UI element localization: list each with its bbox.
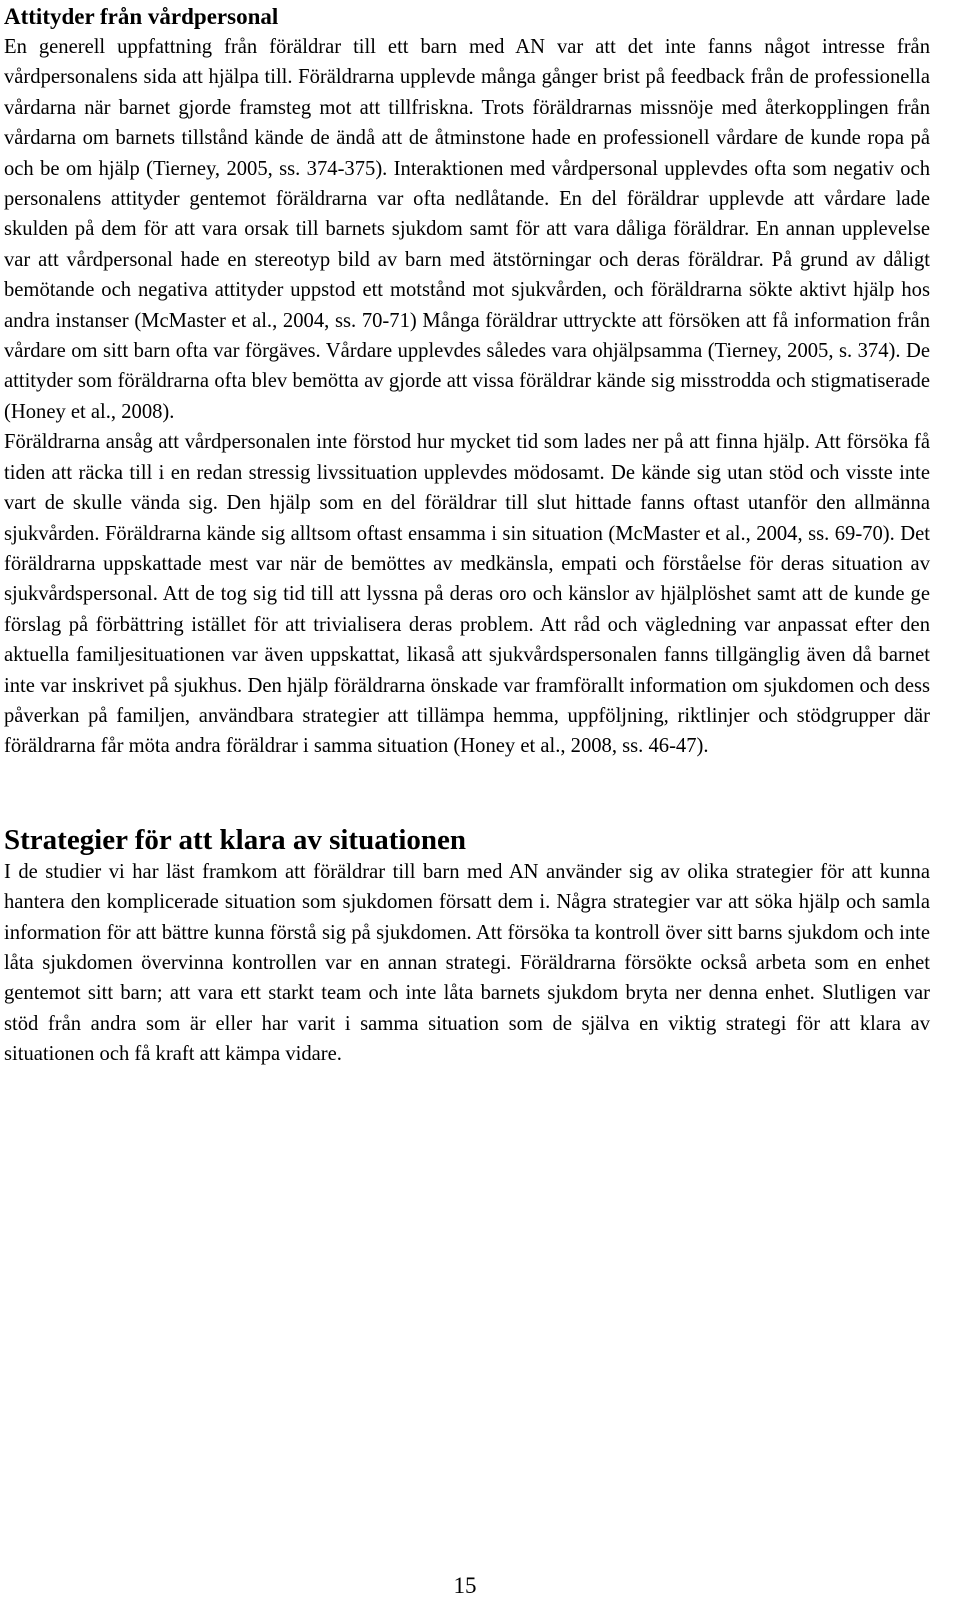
document-page bbox=[4, 0, 930, 1070]
strategies-paragraph: I de studier vi har läst framkom att föräldrar till barn med AN använder sig av olika strategier för att kunna hantera den komplicerade situation som sjukdomen försatt dem i. Några strategier var att söka hjälp och samla information för att bättre kunna förstå sig på sjukdomen. Att försöka ta kontroll över sitt barns sjukdom och inte låta sjukdomen övervinna kontrollen var en annan strategi. Föräldrarna försökte också arbeta som en enhet gentemot sitt barn; att vara ett starkt team och inte låta barnets sjukdom bryta ner denna enhet. Slutligen var stöd från andra som är eller har varit i samma situation som de själva en viktig strategi för att klara av situationen och få kraft att kämpa vidare. bbox=[4, 860, 930, 1066]
strategies-heading: Strategier för att klara av situationen bbox=[4, 823, 467, 856]
page-number: 15 bbox=[453, 1573, 477, 1598]
attitudes-heading: Attityder från vårdpersonal bbox=[4, 4, 279, 29]
attitudes-paragraph-1: En generell uppfattning från föräldrar till ett barn med AN var att det inte fanns något intresse från vårdpersonalens sida att hjälpa till. Föräldrarna upplevde många gånger brist på feedback från de professionella vårdarna när barnet gjorde framsteg mot att tillfriskna. Trots föräldrarnas missnöje med återkopplingen från vårdarna om barnets tillstånd kände de ändå att de åtminstone hade en professionell vårdare de kunde ropa på och be om hjälp (Tierney, 2005, ss. 374-375). Interaktionen med vårdpersonal upplevdes ofta som negativ och personalens attityder gentemot föräldrarna var ofta nedlåtande. En del föräldrar upplevde att vårdare lade skulden på dem för att vara orsak till barnets sjukdom samt för att vara dåliga föräldrar. En annan upplevelse var att vårdpersonal hade en stereotyp bild av barn med ätstörningar och deras föräldrar. På grund av dåligt bemötande och negativa attityder uppstod ett motstånd mot sjukvården, och föräldrarna sökte aktivt hjälp hos andra instanser (McMaster et al., 2004, ss. 70-71) Många föräldrar uttryckte att försöken att få information från vårdare om sitt barn ofta var förgäves. Vårdare upplevdes således vara ohjälpsamma (Tierney, 2005, s. 374). De attityder som föräldrarna ofta blev bemötta av gjorde att vissa föräldrar kände sig misstrodda och stigmatiserade (Honey et al., 2008). bbox=[4, 36, 930, 423]
strategies-section bbox=[4, 823, 930, 1070]
attitudes-paragraph-2: Föräldrarna ansåg att vårdpersonalen inte förstod hur mycket tid som lades ner på att finna hjälp. Att försöka få tiden att räcka till i en redan stressig livssituation upplevdes mödosamt. De kände sig utan stöd och visste inte vart de skulle vända sig. Den hjälp som en del föräldrar till slut hittade fanns oftast utanför den allmänna sjukvården. Föräldrarna kände sig alltsom oftast ensamma i sin situation (McMaster et al., 2004, ss. 69-70). Det föräldrarna uppskattade mest var när de bemöttes av medkänsla, empati och förståelse för deras situation av sjukvårdspersonal. Att de tog sig tid till att lyssna på deras oro och känslor av hjälplöshet samt att de kunde ge förslag på förbättring istället för att trivialisera deras problem. Att råd och vägledning var anpassat efter den aktuella familjesituationen var även uppskattat, likaså att sjukvårdspersonalen fanns tillgänglig även då barnet inte var inskrivet på sjukhus. Den hjälp föräldrarna önskade var framförallt information om sjukdomen och dess påverkan på familjen, användbara strategier att tillämpa hemma, uppföljning, riktlinjer och stödgrupper där föräldrarna får möta andra föräldrar i samma situation (Honey et al., 2008, ss. 46-47). bbox=[4, 431, 930, 758]
